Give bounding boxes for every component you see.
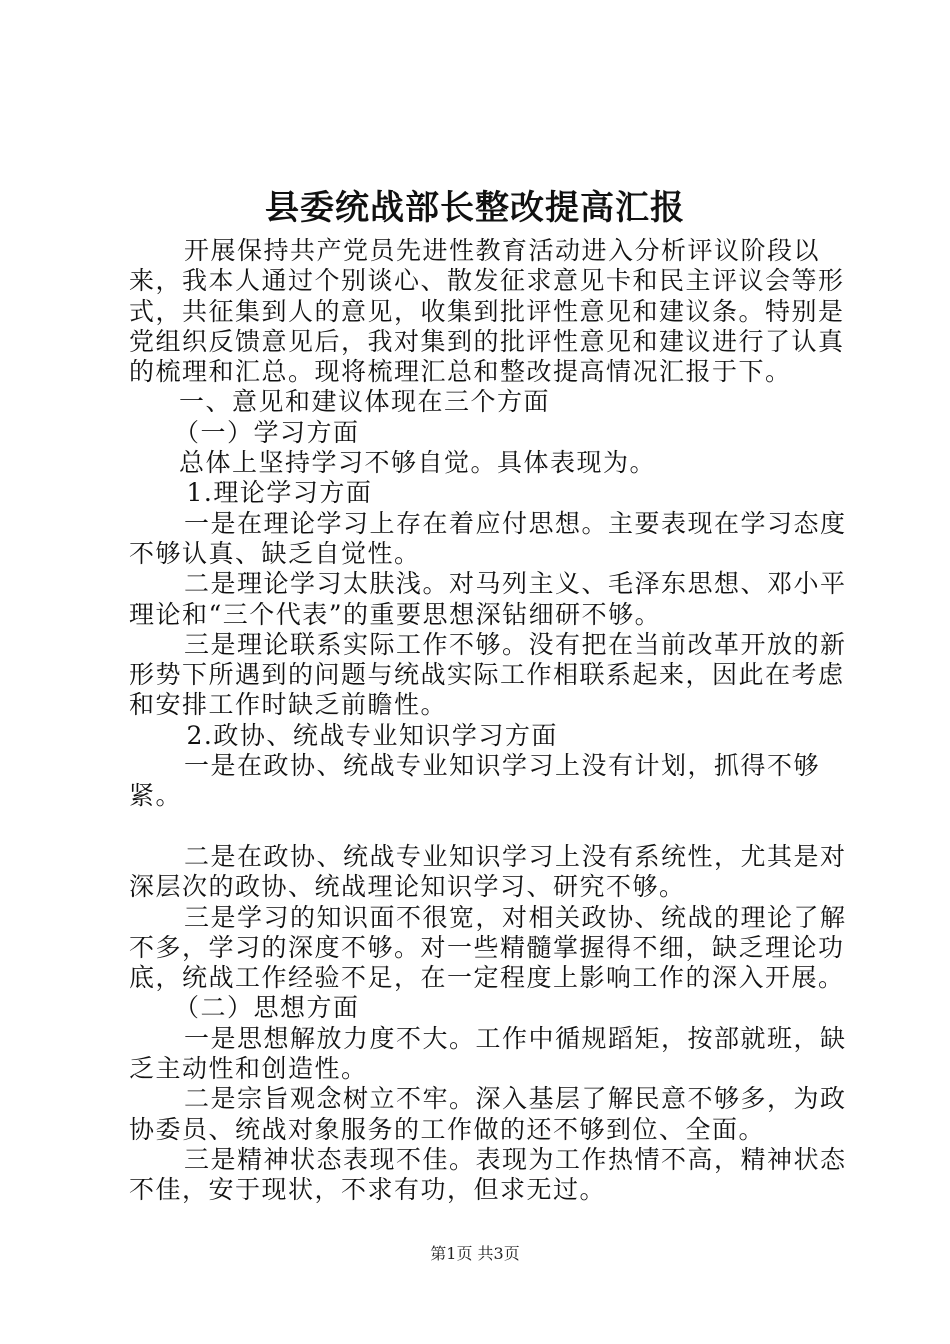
paragraph: 三是精神状态表现不佳。表现为工作热情不高，精神状态不佳，安于现状，不求有功，但求无过。 <box>129 1144 847 1205</box>
paragraph: 三是学习的知识面不很宽，对相关政协、统战的理论了解不多，学习的深度不够。对一些精髓掌握得不细，缺乏理论功底，统战工作经验不足，在一定程度上影响工作的深入开展。 <box>129 902 847 993</box>
document-body <box>129 236 859 1206</box>
section-heading: 一、意见和建议体现在三个方面 <box>179 387 551 417</box>
paragraph: 一是在理论学习上存在着应付思想。主要表现在学习态度不够认真、缺乏自觉性。 <box>129 508 847 568</box>
document-title: 县委统战部长整改提高汇报 <box>265 188 685 228</box>
paragraph: 总体上坚持学习不够自觉。具体表现为。 <box>179 448 657 478</box>
paragraph: 三是理论联系实际工作不够。没有把在当前改革开放的新形势下所遇到的问题与统战实际工作相联系起来，因此在考虑和安排工作时缺乏前瞻性。 <box>129 629 847 720</box>
paragraph: 二是理论学习太肤浅。对马列主义、毛泽东思想、邓小平理论和“三个代表”的重要思想深钻细研不够。 <box>129 569 847 629</box>
subsection-heading: （一）学习方面 <box>174 417 360 447</box>
numbered-heading: 2.政协、统战专业知识学习方面 <box>186 720 558 750</box>
paragraph: 一是思想解放力度不大。工作中循规蹈矩，按部就班，缺乏主动性和创造性。 <box>129 1023 847 1084</box>
paragraph: 一是在政协、统战专业知识学习上没有计划，抓得不够紧。 <box>129 751 821 811</box>
paragraph: 二是在政协、统战专业知识学习上没有系统性，尤其是对深层次的政协、统战理论知识学习、研究不够。 <box>129 841 847 902</box>
paragraph: 二是宗旨观念树立不牢。深入基层了解民意不够多，为政协委员、统战对象服务的工作做的还不够到位、全面。 <box>129 1084 847 1144</box>
page-footer: 第1页 共3页 <box>430 1244 520 1263</box>
paragraph-intro: 开展保持共产党员先进性教育活动进入分析评议阶段以来，我本人通过个别谈心、散发征求意见卡和民主评议会等形式，共征集到人的意见，收集到批评性意见和建议条。特别是党组织反馈意见后，我对集到的批评性意见和建议进行了认真的梳理和汇总。现将梳理汇总和整改提高情况汇报于下。 <box>129 236 845 387</box>
numbered-heading: 1.理论学习方面 <box>186 478 373 508</box>
subsection-heading: （二）思想方面 <box>174 993 360 1023</box>
